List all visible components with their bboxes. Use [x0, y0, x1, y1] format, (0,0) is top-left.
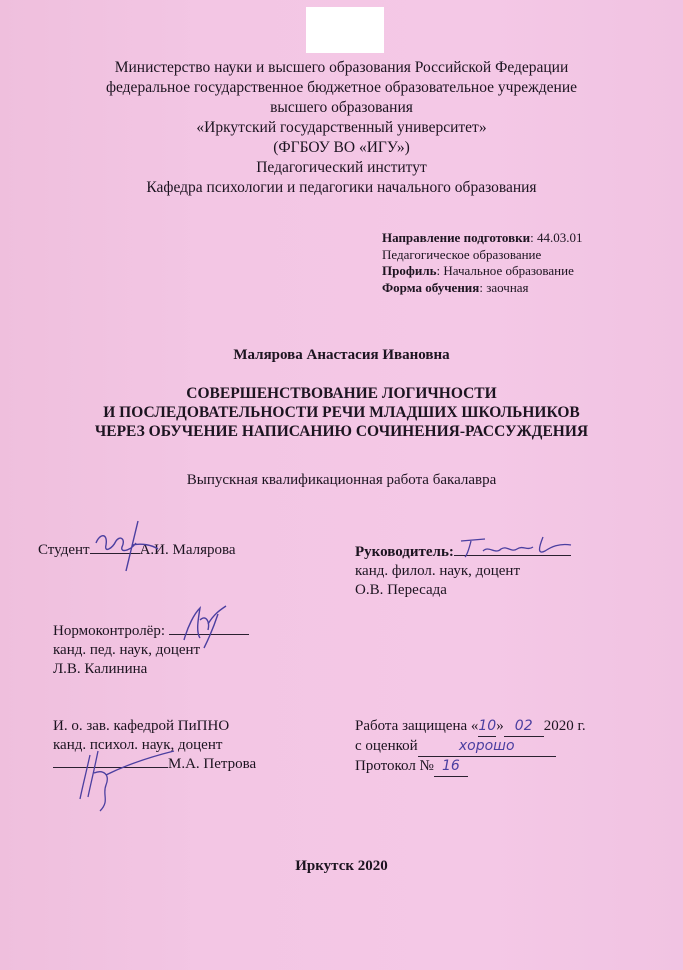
direction-label: Направление подготовки: [382, 230, 531, 245]
student-name: А.И. Малярова: [139, 542, 236, 558]
header-line: Кафедра психологии и педагогики начального образования: [146, 179, 537, 196]
grade-label: с оценкой: [355, 738, 418, 754]
supervisor-name: О.В. Пересада: [355, 582, 447, 598]
normcontrol-label: Нормоконтролёр:: [53, 623, 166, 639]
head-block: [53, 717, 256, 774]
direction-name: Педагогическое образование: [382, 246, 542, 262]
grade-value: хорошо: [418, 737, 556, 757]
profile-label: Профиль: [382, 263, 437, 278]
head-name: М.А. Петрова: [168, 756, 257, 772]
redacted-area: [306, 7, 384, 53]
header-line: высшего образования: [270, 99, 413, 116]
header-line: «Иркутский государственный университет»: [196, 119, 487, 136]
defense-block: [355, 717, 586, 777]
direction-value: : 44.03.01: [530, 230, 583, 245]
title-line: И ПОСЛЕДОВАТЕЛЬНОСТИ РЕЧИ МЛАДШИХ ШКОЛЬНИКОВ: [103, 404, 580, 421]
student-label: Студент: [38, 542, 90, 558]
protocol-number: 16: [434, 757, 468, 777]
header-line: Педагогический институт: [256, 159, 427, 176]
title-line: СОВЕРШЕНСТВОВАНИЕ ЛОГИЧНОСТИ: [186, 385, 497, 402]
supervisor-degree: канд. филол. наук, доцент: [355, 563, 521, 579]
protected-prefix: Работа защищена «: [355, 718, 479, 734]
head-title: И. о. зав. кафедрой ПиПНО: [53, 718, 230, 734]
student-block: [38, 541, 236, 560]
work-type: Выпускная квалификационная работа бакалавра: [186, 472, 497, 488]
author-name: Малярова Анастасия Ивановна: [233, 347, 450, 363]
head-signature-line: [53, 767, 168, 768]
head-degree: канд. психол. наук, доцент: [53, 737, 223, 753]
defense-month: 02: [504, 717, 544, 737]
supervisor-block: [355, 543, 571, 600]
normcontrol-block: [53, 622, 249, 679]
institution-header: [0, 58, 683, 198]
thesis-title: [0, 384, 683, 441]
protocol-label: Протокол №: [355, 758, 434, 774]
defense-year: 2020 г.: [543, 718, 586, 734]
header-line: Министерство науки и высшего образования Российской Федерации: [114, 59, 569, 76]
normcontrol-name: Л.В. Калинина: [53, 661, 148, 677]
study-meta: [382, 230, 582, 296]
title-line: ЧЕРЕЗ ОБУЧЕНИЕ НАПИСАНИЮ СОЧИНЕНИЯ-РАССУЖДЕНИЯ: [94, 423, 589, 440]
supervisor-signature-line: [454, 555, 571, 556]
supervisor-label: Руководитель:: [355, 544, 454, 560]
quote-close: »: [496, 718, 504, 734]
defense-day: 10: [478, 717, 496, 737]
profile-value: : Начальное образование: [436, 263, 574, 278]
header-line: федеральное государственное бюджетное образовательное учреждение: [105, 79, 578, 96]
form-value: : заочная: [479, 279, 529, 295]
normcontrol-degree: канд. пед. наук, доцент: [53, 642, 201, 658]
header-line: (ФГБОУ ВО «ИГУ»): [273, 139, 410, 156]
form-label: Форма обучения: [382, 279, 480, 295]
student-signature-line: [90, 553, 140, 554]
normcontrol-signature-line: [169, 634, 249, 635]
city-year: Иркутск 2020: [295, 858, 388, 874]
